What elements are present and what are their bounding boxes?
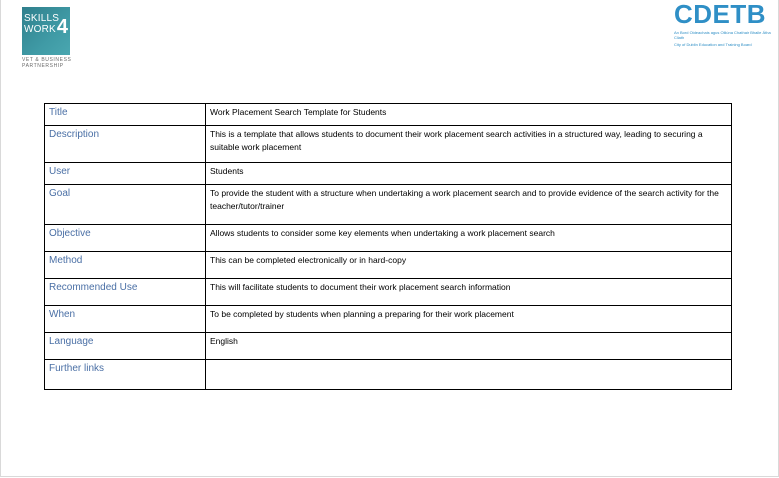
row-value: To provide the student with a structure when undertaking a work placement search and to provide evidence of the search activity for the teacher/tutor/trainer [206,185,732,225]
table-row [45,279,732,306]
row-value: Students [206,163,732,185]
row-label: Recommended Use [45,279,206,306]
row-label: Objective [45,225,206,252]
row-value: Work Placement Search Template for Students [206,104,732,126]
cdetb-subtitle-english: City of Dublin Education and Training Board [674,42,752,47]
table-row [45,333,732,360]
row-label: Goal [45,185,206,225]
template-info-table [44,103,732,390]
table-row [45,252,732,279]
row-label: When [45,306,206,333]
row-value: This is a template that allows students to document their work placement search activities in a structured way, leading to securing a suitable work placement [206,126,732,163]
table-row [45,225,732,252]
logo-text-skills: SKILLS [24,13,60,24]
table-row [45,163,732,185]
table-row [45,306,732,333]
table-row [45,360,732,390]
row-value: This will facilitate students to document their work placement search information [206,279,732,306]
logo-subtitle-1: VET & BUSINESS [22,57,72,63]
row-label: Method [45,252,206,279]
cdetb-logo [674,0,774,47]
logo-text-work: WORK [24,24,56,35]
table-row [45,104,732,126]
row-label: User [45,163,206,185]
table-row [45,185,732,225]
cdetb-subtitle-irish: An Bord Oideachais agus Oiliúna Chathair Bhaile Átha Cliath [674,30,771,40]
table-row [45,126,732,163]
row-label: Further links [45,360,206,390]
row-label: Description [45,126,206,163]
skills4work-logo [22,7,72,69]
logo-text-number: 4 [56,16,68,38]
row-value [206,360,732,390]
cdetb-logo-text: CDETB [674,0,767,29]
row-value: English [206,333,732,360]
row-value: Allows students to consider some key elements when undertaking a work placement search [206,225,732,252]
row-label: Language [45,333,206,360]
row-label: Title [45,104,206,126]
row-value: This can be completed electronically or in hard-copy [206,252,732,279]
row-value: To be completed by students when planning a preparing for their work placement [206,306,732,333]
logo-subtitle-2: PARTNERSHIP [22,63,64,69]
skills4work-logo-mark [22,7,70,55]
